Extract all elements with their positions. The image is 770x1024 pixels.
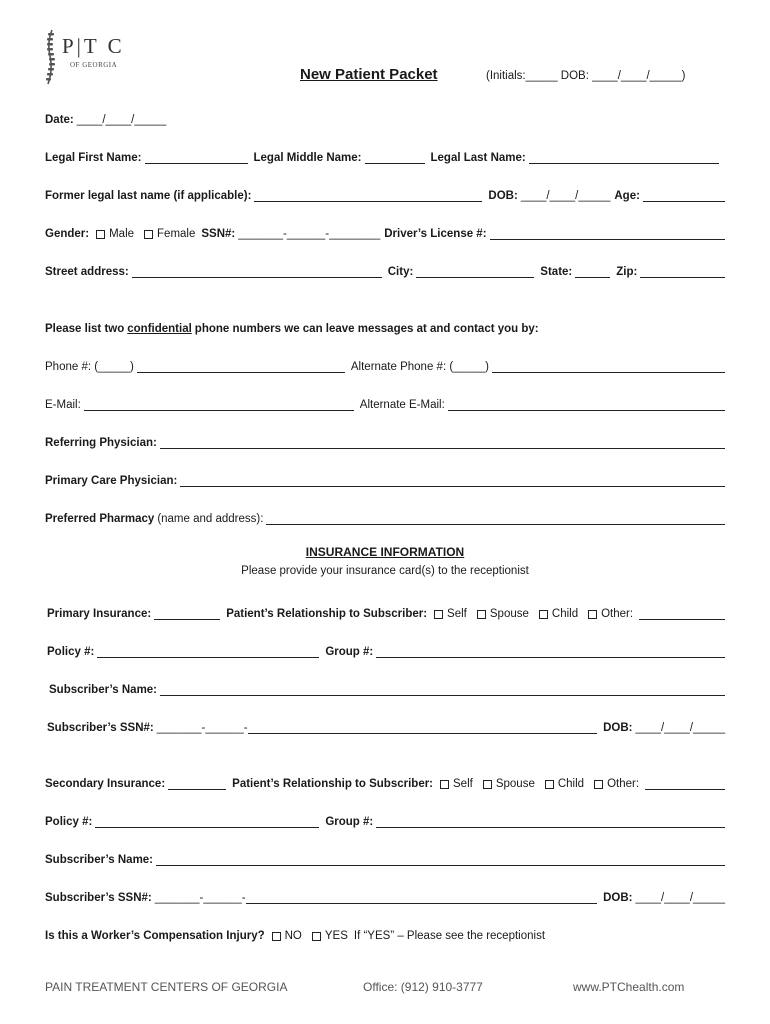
pharmacy-label: Preferred Pharmacy bbox=[45, 513, 155, 525]
legal-name-row bbox=[45, 146, 725, 164]
street-address-field[interactable] bbox=[132, 264, 382, 278]
secondary-relationship-label: Patient’s Relationship to Subscriber: bbox=[232, 778, 434, 790]
spine-logo-icon bbox=[40, 28, 60, 86]
referring-physician-field[interactable] bbox=[160, 435, 725, 449]
secondary-self-label: Self bbox=[453, 778, 473, 790]
age-label: Age: bbox=[614, 190, 640, 202]
policy-label: Policy #: bbox=[47, 646, 95, 658]
child-checkbox[interactable] bbox=[539, 610, 548, 619]
logo-subtitle: OF GEORGIA bbox=[70, 61, 118, 69]
pharmacy-row bbox=[45, 507, 725, 525]
phone-field[interactable] bbox=[137, 359, 345, 373]
primary-insurance-row bbox=[47, 602, 725, 620]
age-field[interactable] bbox=[643, 188, 725, 202]
gender-ssn-row bbox=[45, 222, 725, 240]
secondary-other-field[interactable] bbox=[645, 776, 725, 790]
alt-email-label: Alternate E-Mail: bbox=[359, 399, 445, 411]
secondary-subscriber-ssn-field[interactable] bbox=[246, 890, 598, 904]
logo bbox=[40, 28, 150, 88]
address-row bbox=[45, 260, 725, 278]
legal-last-name-label: Legal Last Name: bbox=[430, 152, 526, 164]
group-label: Group #: bbox=[325, 646, 374, 658]
secondary-policy-row bbox=[45, 810, 725, 828]
phones-intro-end: phone numbers we can leave messages at and contact you by: bbox=[194, 323, 539, 335]
drivers-license-label: Driver’s License #: bbox=[384, 228, 487, 240]
footer-org: PAIN TREATMENT CENTERS OF GEORGIA bbox=[45, 980, 288, 994]
secondary-subscriber-dob-label: DOB: bbox=[603, 892, 633, 904]
referring-physician-label: Referring Physician: bbox=[45, 437, 157, 449]
self-checkbox[interactable] bbox=[434, 610, 443, 619]
secondary-self-checkbox[interactable] bbox=[440, 780, 449, 789]
workers-comp-row bbox=[45, 924, 725, 942]
subscriber-ssn-field[interactable] bbox=[248, 720, 598, 734]
former-name-row bbox=[45, 184, 725, 202]
footer-website-link[interactable]: www.PTChealth.com bbox=[573, 980, 685, 994]
female-label: Female bbox=[157, 228, 196, 240]
secondary-policy-label: Policy #: bbox=[45, 816, 93, 828]
primary-care-row bbox=[45, 469, 725, 487]
subscriber-name-label: Subscriber’s Name: bbox=[49, 684, 158, 696]
phone-row bbox=[45, 355, 725, 373]
logo-text: P|T C bbox=[62, 34, 125, 58]
email-field[interactable] bbox=[84, 397, 354, 411]
date-field[interactable]: ____/____/_____ bbox=[76, 114, 167, 126]
subscriber-ssn-prefix[interactable]: _______-______- bbox=[156, 722, 248, 734]
secondary-spouse-label: Spouse bbox=[495, 778, 535, 790]
state-label: State: bbox=[540, 266, 573, 278]
date-row bbox=[45, 108, 725, 126]
secondary-subscriber-name-label: Subscriber’s Name: bbox=[45, 854, 154, 866]
secondary-other-checkbox[interactable] bbox=[594, 780, 603, 789]
zip-label: Zip: bbox=[616, 266, 638, 278]
other-field[interactable] bbox=[639, 606, 725, 620]
secondary-insurance-label: Secondary Insurance: bbox=[45, 778, 166, 790]
insurance-heading: INSURANCE INFORMATION bbox=[305, 545, 465, 559]
zip-field[interactable] bbox=[640, 264, 725, 278]
email-row bbox=[45, 393, 725, 411]
city-field[interactable] bbox=[416, 264, 534, 278]
alt-email-field[interactable] bbox=[448, 397, 725, 411]
email-label: E-Mail: bbox=[45, 399, 81, 411]
subscriber-dob-label: DOB: bbox=[603, 722, 633, 734]
workers-comp-no-label: NO bbox=[284, 930, 302, 942]
secondary-child-label: Child bbox=[557, 778, 585, 790]
subscriber-ssn-row bbox=[47, 716, 725, 734]
street-address-label: Street address: bbox=[45, 266, 129, 278]
ssn-field[interactable]: _______-______-________ bbox=[238, 228, 381, 240]
legal-first-name-label: Legal First Name: bbox=[45, 152, 142, 164]
secondary-subscriber-ssn-label: Subscriber’s SSN#: bbox=[45, 892, 152, 904]
workers-comp-no-checkbox[interactable] bbox=[272, 932, 281, 941]
workers-comp-label: Is this a Worker’s Compensation Injury? bbox=[45, 930, 265, 942]
phones-intro bbox=[45, 317, 725, 335]
spouse-checkbox[interactable] bbox=[477, 610, 486, 619]
drivers-license-field[interactable] bbox=[490, 226, 725, 240]
other-label: Other: bbox=[601, 608, 634, 620]
subscriber-name-row bbox=[49, 678, 725, 696]
secondary-spouse-checkbox[interactable] bbox=[483, 780, 492, 789]
gender-label: Gender: bbox=[45, 228, 90, 240]
self-label: Self bbox=[447, 608, 467, 620]
secondary-subscriber-dob-field[interactable]: ____/____/_____ bbox=[635, 892, 725, 904]
ssn-label: SSN#: bbox=[201, 228, 236, 240]
former-last-name-label: Former legal last name (if applicable): bbox=[45, 190, 252, 202]
referring-row bbox=[45, 431, 725, 449]
legal-middle-name-label: Legal Middle Name: bbox=[253, 152, 362, 164]
former-last-name-field[interactable] bbox=[254, 188, 482, 202]
pharmacy-note: (name and address): bbox=[157, 513, 264, 525]
phones-intro-confidential: confidential bbox=[127, 323, 192, 335]
subscriber-ssn-label: Subscriber’s SSN#: bbox=[47, 722, 154, 734]
footer-office-phone: Office: (912) 910-3777 bbox=[363, 980, 483, 994]
primary-care-field[interactable] bbox=[180, 473, 725, 487]
phone-label: Phone #: (_____) bbox=[45, 361, 134, 373]
child-label: Child bbox=[551, 608, 579, 620]
male-checkbox[interactable] bbox=[96, 230, 105, 239]
secondary-insurance-field[interactable] bbox=[168, 776, 226, 790]
secondary-group-field[interactable] bbox=[376, 814, 725, 828]
spouse-label: Spouse bbox=[489, 608, 529, 620]
workers-comp-yes-label: YES bbox=[324, 930, 348, 942]
title-initials-dob: (Initials:_____ DOB: ____/____/_____) bbox=[486, 70, 686, 82]
secondary-subscriber-ssn-prefix[interactable]: _______-______- bbox=[154, 892, 246, 904]
secondary-group-label: Group #: bbox=[325, 816, 374, 828]
relationship-label: Patient’s Relationship to Subscriber: bbox=[226, 608, 428, 620]
alt-phone-label: Alternate Phone #: (_____) bbox=[350, 361, 489, 373]
alt-phone-field[interactable] bbox=[492, 359, 725, 373]
legal-middle-name-field[interactable] bbox=[365, 150, 425, 164]
workers-comp-yes-checkbox[interactable] bbox=[312, 932, 321, 941]
secondary-subscriber-name-field[interactable] bbox=[156, 852, 725, 866]
primary-care-label: Primary Care Physician: bbox=[45, 475, 178, 487]
secondary-child-checkbox[interactable] bbox=[545, 780, 554, 789]
legal-first-name-field[interactable] bbox=[145, 150, 248, 164]
subscriber-name-field[interactable] bbox=[160, 682, 725, 696]
secondary-subscriber-ssn-row bbox=[45, 886, 725, 904]
workers-comp-note: If “YES” – Please see the receptionist bbox=[353, 930, 546, 942]
policy-row bbox=[47, 640, 725, 658]
other-checkbox[interactable] bbox=[588, 610, 597, 619]
dob-label: DOB: bbox=[488, 190, 518, 202]
phones-intro-start: Please list two bbox=[45, 323, 125, 335]
secondary-policy-field[interactable] bbox=[95, 814, 319, 828]
insurance-subheading: Please provide your insurance card(s) to the receptionist bbox=[241, 565, 529, 577]
secondary-subscriber-name-row bbox=[45, 848, 725, 866]
group-field[interactable] bbox=[376, 644, 725, 658]
subscriber-dob-field[interactable]: ____/____/_____ bbox=[635, 722, 725, 734]
page-title: New Patient Packet bbox=[300, 66, 438, 83]
female-checkbox[interactable] bbox=[144, 230, 153, 239]
male-label: Male bbox=[109, 228, 135, 240]
secondary-insurance-row bbox=[45, 772, 725, 790]
legal-last-name-field[interactable] bbox=[529, 150, 719, 164]
secondary-other-label: Other: bbox=[607, 778, 640, 790]
city-label: City: bbox=[387, 266, 414, 278]
dob-field[interactable]: ____/____/_____ bbox=[520, 190, 611, 202]
policy-field[interactable] bbox=[97, 644, 319, 658]
primary-insurance-field[interactable] bbox=[154, 606, 220, 620]
primary-insurance-label: Primary Insurance: bbox=[47, 608, 152, 620]
date-label: Date: bbox=[45, 114, 74, 126]
state-field[interactable] bbox=[575, 264, 610, 278]
pharmacy-field[interactable] bbox=[266, 511, 725, 525]
